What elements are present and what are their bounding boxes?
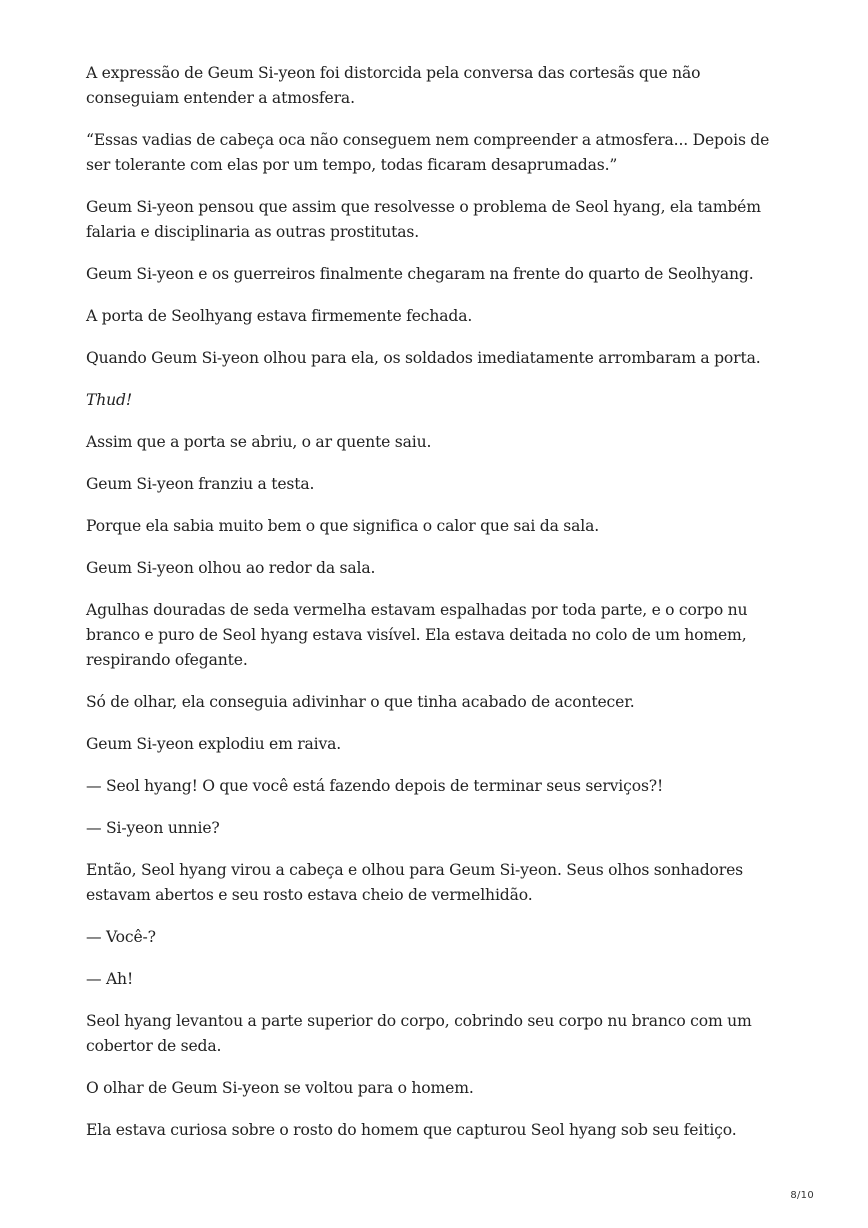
dialogue-paragraph: — Si-yeon unnie? [86, 819, 220, 837]
dialogue-paragraph: — Você-? [86, 928, 156, 946]
paragraph: Agulhas douradas de seda vermelha estavam espalhadas por toda parte, e o corpo nu branco e puro de Seol hyang estava visível. Ela estava deitada no colo de um homem, respirando ofegante. [86, 601, 748, 669]
paragraph: Geum Si-yeon pensou que assim que resolvesse o problema de Seol hyang, ela também falaria e disciplinaria as outras prostitutas. [86, 198, 761, 241]
sound-effect-paragraph: Thud! [86, 391, 132, 409]
paragraph: Geum Si-yeon explodiu em raiva. [86, 735, 342, 753]
paragraph: Seol hyang levantou a parte superior do corpo, cobrindo seu corpo nu branco com um cobertor de seda. [86, 1012, 752, 1055]
paragraph: Porque ela sabia muito bem o que significa o calor que sai da sala. [86, 517, 600, 535]
paragraph: A porta de Seolhyang estava firmemente fechada. [86, 307, 473, 325]
paragraph: O olhar de Geum Si-yeon se voltou para o homem. [86, 1079, 474, 1097]
dialogue-paragraph: — Ah! [86, 970, 134, 988]
paragraph: Assim que a porta se abriu, o ar quente saiu. [86, 433, 432, 451]
dialogue-paragraph: — Seol hyang! O que você está fazendo depois de terminar seus serviços?! [86, 777, 664, 795]
paragraph: Ela estava curiosa sobre o rosto do homem que capturou Seol hyang sob seu feitiço. [86, 1121, 737, 1139]
page-body [86, 61, 776, 1160]
paragraph: A expressão de Geum Si-yeon foi distorcida pela conversa das cortesãs que não conseguiam entender a atmosfera. [86, 64, 701, 107]
paragraph: Então, Seol hyang virou a cabeça e olhou para Geum Si-yeon. Seus olhos sonhadores estavam abertos e seu rosto estava cheio de vermelhidão. [86, 861, 744, 904]
paragraph: Quando Geum Si-yeon olhou para ela, os soldados imediatamente arrombaram a porta. [86, 349, 761, 367]
paragraph: Geum Si-yeon olhou ao redor da sala. [86, 559, 376, 577]
paragraph: Só de olhar, ela conseguia adivinhar o que tinha acabado de acontecer. [86, 693, 635, 711]
paragraph: Geum Si-yeon franziu a testa. [86, 475, 315, 493]
page-number: 8/10 [790, 1190, 814, 1201]
paragraph: “Essas vadias de cabeça oca não conseguem nem compreender a atmosfera... Depois de ser tolerante com elas por um tempo, todas ficaram desaprumadas.” [86, 131, 770, 174]
paragraph: Geum Si-yeon e os guerreiros finalmente chegaram na frente do quarto de Seolhyang. [86, 265, 754, 283]
